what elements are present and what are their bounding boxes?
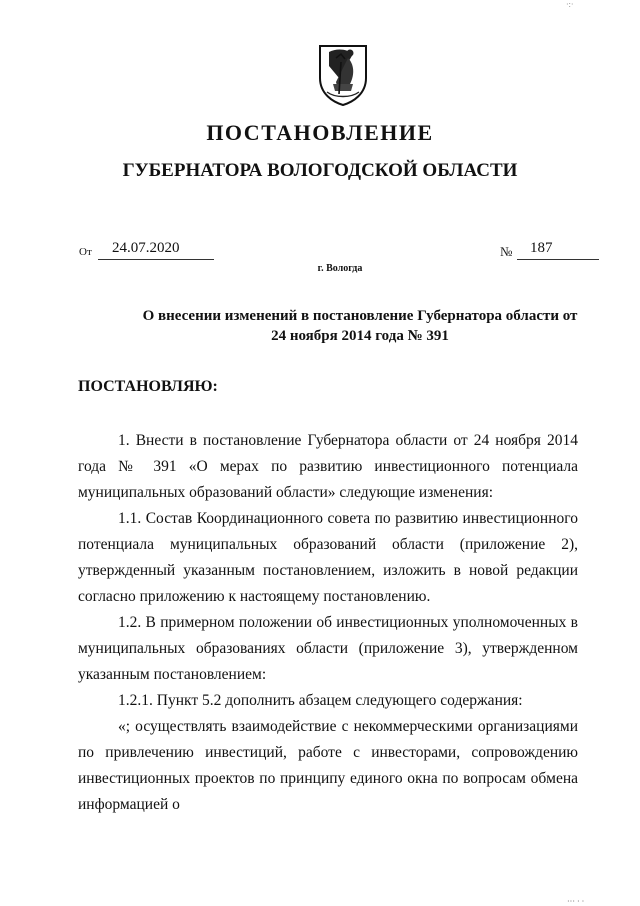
vologda-coat-of-arms-icon (317, 44, 369, 106)
document-subject: О внесении изменений в постановление Губернатора области от 24 ноября 2014 года № 391 (142, 308, 578, 344)
document-body (78, 428, 578, 818)
number-prefix: № (500, 244, 513, 259)
document-date: 24.07.2020 (112, 240, 180, 256)
scan-mark-bottom: ··· · · (567, 897, 585, 906)
paragraph: 1. Внести в постановление Губернатора области от 24 ноября 2014 года № 391 «О мерах по развитию инвестиционного потенциала муниципальных образований области» следующие изменения: (78, 432, 578, 501)
paragraph: 1.2.1. Пункт 5.2 дополнить абзацем следующего содержания: (118, 692, 523, 709)
document-title: ПОСТАНОВЛЕНИЕ (206, 120, 434, 145)
paragraph: «; осуществлять взаимодействие с некоммерческими организациями по привлечению инвестиций, работе с инвесторами, сопровождению инвестиционных проектов по принципу единого окна по вопросам обмена информацией о (78, 718, 578, 813)
city-label: г. Вологда (317, 263, 363, 274)
date-prefix: От (79, 246, 92, 258)
document-issuer: ГУБЕРНАТОРА ВОЛОГОДСКОЙ ОБЛАСТИ (122, 160, 518, 181)
date-field (98, 240, 214, 260)
scan-mark-top: ·:· (566, 0, 574, 9)
document-number: 187 (530, 240, 553, 256)
paragraph: 1.2. В примерном положении об инвестиционных уполномоченных в муниципальных образованиях области (приложение 3), утвержденном указанным постановлением: (78, 614, 578, 683)
paragraph: 1.1. Состав Координационного совета по развитию инвестиционного потенциала муниципальных образований области (приложение 2), утвержденный указанным постановлением, изложить в новой редакции согласно приложению к настоящему постановлению. (78, 510, 578, 605)
number-field (517, 240, 599, 260)
decree-heading: ПОСТАНОВЛЯЮ: (78, 378, 218, 395)
